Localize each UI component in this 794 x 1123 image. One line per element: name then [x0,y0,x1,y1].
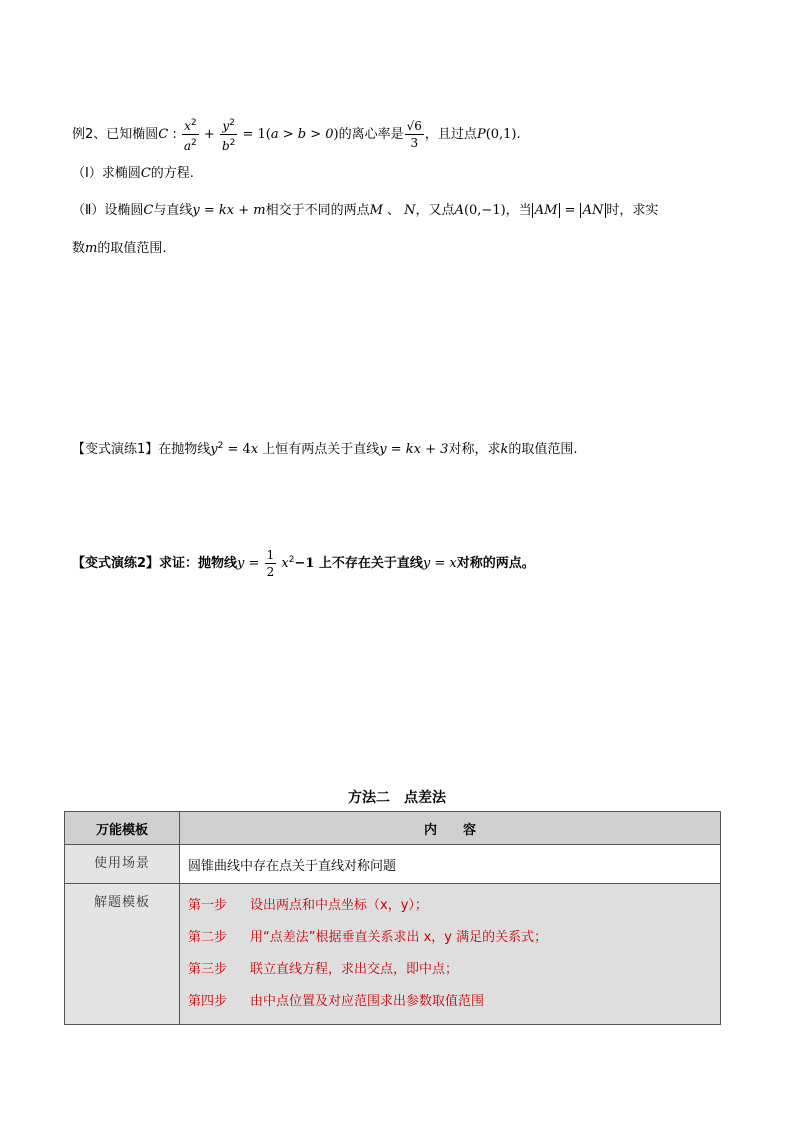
equals: = [244,556,264,571]
variant2-prefix: 【变式演练2】求证：抛物线 [72,556,238,571]
part2-text: 时，求实 [606,203,659,218]
row-label-usage: 使用场景 [65,845,180,884]
row-content-usage: 圆锥曲线中存在点关于直线对称问题 [180,845,721,884]
point-m: M [369,203,383,218]
step-item [188,890,712,922]
minus-one: −1 [294,556,315,571]
frac-den: 2 [266,565,275,579]
fraction-one-half [265,548,277,579]
frac-num: x [184,119,191,133]
part-2-line-1 [72,201,658,221]
template-table [64,811,721,1025]
fraction-eccentricity [405,119,424,150]
colon: : [168,127,177,142]
exponent: 2 [229,138,236,148]
header-template: 万能模板 [65,812,180,845]
exponent: 2 [217,441,224,451]
point-a: A [454,203,464,218]
table-row [65,845,721,884]
row-label-template: 解题模板 [65,884,180,1025]
exponent: 2 [229,118,235,128]
part-1 [72,164,194,184]
line-equation: y = kx + m [192,203,266,218]
fraction-y2-b2 [220,116,237,153]
step-item [188,986,712,1018]
exponent: 2 [191,138,197,148]
exponent: 2 [288,555,295,565]
part1-prefix: （Ⅰ）求椭圆 [72,166,141,181]
equals-4: = 4 [223,442,251,457]
line-equation: y = x [422,556,457,571]
row-content-steps [180,884,721,1025]
frac-num: y [222,119,230,133]
variant1-text: 的取值范围. [508,442,578,457]
variant2-text: 上不存在关于直线 [314,556,423,571]
part2-prefix: （Ⅱ）设椭圆 [72,203,144,218]
example-2-statement [72,116,521,153]
table-row [65,884,721,1025]
period: . [516,127,521,142]
variant1-prefix: 【变式演练1】在抛物线 [72,442,211,457]
step-item [188,922,712,954]
part-2-line-2 [72,239,166,259]
ellipse-name: C [158,127,169,142]
abs-am: AM [532,203,561,218]
param-m: m [85,241,98,256]
ellipse-name: C [140,166,151,181]
frac-den: b [221,139,230,153]
equals: = [560,203,580,218]
part1-suffix: 的方程. [150,166,194,181]
ellipse-name: C [143,203,154,218]
step-number: 第二步 [188,930,228,945]
step-item [188,954,712,986]
var-y: y [237,556,245,571]
variant-1 [72,436,577,460]
part2-text: ，又点 [415,203,455,218]
part2-text: 的取值范围. [97,241,167,256]
part2-text: 相交于不同的两点 [265,203,370,218]
exponent: 2 [190,118,197,128]
sqrt6: √6 [406,119,422,133]
ecc-den: 3 [410,136,419,150]
fraction-x2-a2 [182,116,199,153]
part2-text: 数 [72,241,86,256]
passes-point-text: ，且过点 [424,127,477,142]
line-equation: y = kx + 3 [379,442,449,457]
step-text: 联立直线方程，求出交点，即中点； [250,962,459,977]
table-header-row [65,812,721,845]
method-title: 方法二 点差法 [348,790,446,806]
part2-text: ，当 [505,203,532,218]
paren-close: ) [333,127,339,142]
step-text: 由中点位置及对应范围求出参数取值范围 [250,994,485,1009]
point-p-coords: (0,1) [485,127,517,142]
frac-den: a [183,139,192,153]
eccentricity-text: 的离心率是 [338,127,404,142]
step-number: 第三步 [188,962,228,977]
plus-sign: + [199,127,219,142]
header-content: 内 容 [180,812,721,845]
point-n: N [404,203,416,218]
var-y: y [210,442,218,457]
variant1-text: 对称，求 [448,442,501,457]
separator: 、 [382,203,405,218]
step-text: 用“点差法”根据垂直关系求出 x，y 满足的关系式； [250,930,548,945]
part2-text: 与直线 [153,203,193,218]
abs-an: AN [580,203,607,218]
step-number: 第四步 [188,994,228,1009]
variant2-text: 对称的两点。 [456,556,535,571]
step-number: 第一步 [188,898,228,913]
var-x: x [277,556,289,571]
variant-2 [72,548,535,579]
frac-num: 1 [266,548,275,562]
example-prefix: 例2、已知椭圆 [72,127,159,142]
equals-one: = 1( [238,127,271,142]
param-k: k [500,442,509,457]
point-a-coords: (0,−1) [463,203,506,218]
step-text: 设出两点和中点坐标（x，y）； [250,898,428,913]
variant1-text: 上恒有两点关于直线 [258,442,380,457]
var-x: x [250,442,259,457]
point-p: P [476,127,486,142]
condition: a > b > 0 [270,127,334,142]
